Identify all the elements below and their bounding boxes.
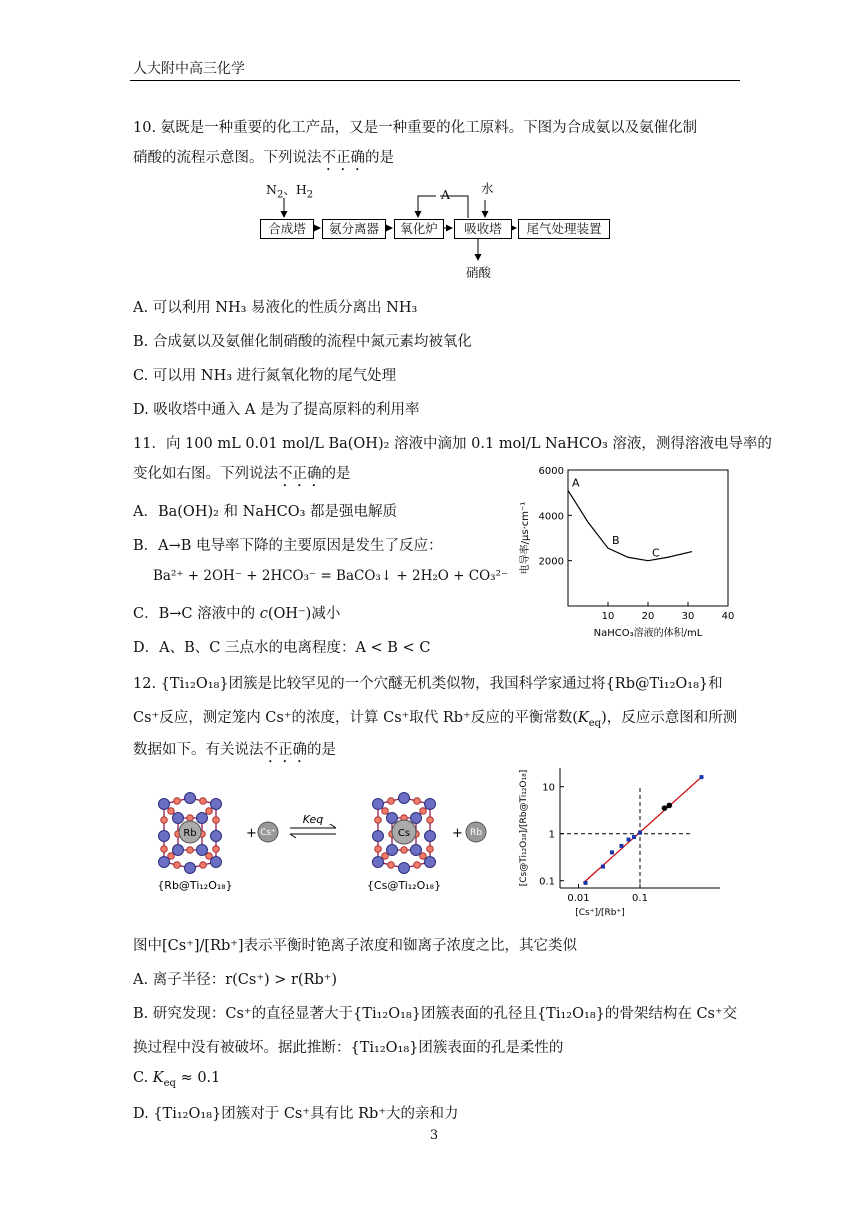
oxygen-atom <box>161 817 168 824</box>
conductivity-chart <box>498 462 738 640</box>
q11-opt-c-text: C．B→C 溶液中的 <box>133 606 260 622</box>
q12-stem-line1: 12. {Ti₁₂O₁₈}团簇是比较罕见的一个穴醚无机类似物，我国科学家通过将{Rb@Ti₁₂O₁₈}和 <box>133 676 723 692</box>
titanium-atom <box>387 845 398 856</box>
oxygen-atom <box>414 862 421 869</box>
x-tick-label: 20 <box>641 611 655 622</box>
keq-label: Keq <box>302 813 324 826</box>
q12-stem-line2 <box>133 706 737 729</box>
titanium-atom <box>197 813 208 824</box>
q10-stem-line2 <box>133 146 394 174</box>
page-number: 3 <box>429 1128 439 1143</box>
log-ratio-chart <box>508 762 730 920</box>
q12-stem-end: 的是 <box>307 742 336 758</box>
reaction-scheme <box>140 782 500 902</box>
oxygen-atom <box>174 798 181 805</box>
q10-flow-diagram <box>260 176 620 281</box>
oxygen-atom <box>388 798 395 805</box>
q12-k-sub: eq <box>588 717 602 729</box>
box-oxidation-furnace: 氧化炉 <box>394 219 444 239</box>
titanium-atom <box>211 857 222 868</box>
q11-opt-c-end: (OH⁻)减小 <box>267 606 341 622</box>
box-absorption-tower: 吸收塔 <box>454 219 512 239</box>
q11-opt-c-c: c <box>259 606 268 622</box>
reverse-arrow-head <box>290 834 296 838</box>
q12-stem-line3 <box>133 738 336 766</box>
forward-arrow-head <box>330 824 336 828</box>
q11-not-correct: 不正确 <box>278 466 322 482</box>
header-rule <box>130 80 740 81</box>
oxygen-atom <box>187 815 194 822</box>
q10-stem-end: 的是 <box>365 150 394 166</box>
data-point-square <box>584 881 588 885</box>
oxygen-atom <box>168 808 175 815</box>
y-tick-label: 10 <box>542 782 555 794</box>
oxygen-atom <box>206 808 213 815</box>
point-label-b: B <box>612 534 620 548</box>
rb-ion-label: Rb <box>470 828 482 838</box>
flow-label-water: 水 <box>481 181 494 196</box>
q10-option-b: B. 合成氨以及氨催化制硝酸的流程中氮元素均被氧化 <box>133 334 472 350</box>
q11-option-b: B．A→B 电导率下降的主要原因是发生了反应： <box>133 538 443 554</box>
titanium-atom <box>173 845 184 856</box>
point-label-c: C <box>652 546 660 560</box>
titanium-atom <box>411 845 422 856</box>
q12-option-d: D. {Ti₁₂O₁₈}团簇对于 Cs⁺具有比 Rb⁺大的亲和力 <box>133 1106 459 1122</box>
oxygen-atom <box>427 846 434 853</box>
data-point-square <box>619 844 623 848</box>
y-tick-label: 6000 <box>538 466 564 477</box>
oxygen-atom <box>213 817 220 824</box>
q11-stem-end: 的是 <box>321 466 351 482</box>
titanium-atom <box>399 793 410 804</box>
y-tick-label: 4000 <box>538 511 564 523</box>
x-tick-label: 40 <box>721 611 735 622</box>
q10-option-c: C. 可以用 NH₃ 进行氮氧化物的尾气处理 <box>133 368 397 384</box>
n2-text: N <box>266 182 277 197</box>
h2-sub: 2 <box>306 189 314 201</box>
titanium-atom <box>159 799 170 810</box>
titanium-atom <box>373 857 384 868</box>
h2-text: 、H <box>283 182 307 197</box>
oxygen-atom <box>375 846 382 853</box>
titanium-atom <box>387 813 398 824</box>
oxygen-atom <box>187 847 194 854</box>
rb-core-label: Rb <box>183 828 197 839</box>
titanium-atom <box>159 857 170 868</box>
q12-option-c <box>133 1070 220 1089</box>
titanium-atom <box>211 799 222 810</box>
conductivity-line <box>568 490 692 560</box>
box-synthesis-tower: 合成塔 <box>260 219 314 239</box>
q11-equation: Ba²⁺ + 2OH⁻ + 2HCO₃⁻ = BaCO₃↓ + 2H₂O + CO₃²⁻ <box>153 568 509 584</box>
plus-right: + <box>452 826 463 841</box>
q11-option-d: D．A、B、C 三点水的电离程度：A < B < C <box>133 640 431 656</box>
q12-opt-c-sub: eq <box>163 1077 176 1089</box>
oxygen-atom <box>427 817 434 824</box>
right-caption: {Cs@Ti₁₂O₁₈} <box>366 879 442 892</box>
y-axis-label: [Cs@Ti₁₂O₁₈]/[Rb@Ti₁₂O₁₈] <box>519 769 529 887</box>
x-axis-label: NaHCO₃溶液的体积/mL <box>593 628 703 639</box>
q11-option-a: A．Ba(OH)₂ 和 NaHCO₃ 都是强电解质 <box>133 504 398 520</box>
q12-k-symbol: K <box>577 710 589 726</box>
q11-stem-line1: 11．向 100 mL 0.01 mol/L Ba(OH)₂ 溶液中滴加 0.1 mol/L NaHCO₃ 溶液，测得溶液电导率的 <box>133 436 772 452</box>
x-axis-label: [Cs⁺]/[Rb⁺] <box>575 908 625 918</box>
data-point-square <box>610 850 614 854</box>
q12-note: 图中[Cs⁺]/[Rb⁺]表示平衡时铯离子浓度和铷离子浓度之比，其它类似 <box>133 938 578 954</box>
oxygen-atom <box>414 798 421 805</box>
plot-frame <box>568 470 728 606</box>
titanium-atom <box>211 831 222 842</box>
q12-opt-c-value: ≈ 0.1 <box>175 1070 221 1086</box>
flow-output-nitric-acid: 硝酸 <box>466 265 492 280</box>
y-tick-label: 0.1 <box>539 876 555 888</box>
oxygen-atom <box>401 847 408 854</box>
x-tick-label: 0.01 <box>567 893 590 904</box>
oxygen-atom <box>375 817 382 824</box>
page-header: 人大附中高三化学 <box>133 61 245 77</box>
flow-label-a: A <box>441 187 451 202</box>
titanium-atom <box>425 857 436 868</box>
oxygen-atom <box>174 862 181 869</box>
x-tick-label: 0.1 <box>632 893 648 904</box>
oxygen-atom <box>213 846 220 853</box>
oxygen-atom <box>382 808 389 815</box>
q11-stem-line2 <box>133 462 351 490</box>
data-point-square <box>699 775 703 779</box>
q11-stem-text: 变化如右图。下列说法 <box>133 466 278 482</box>
data-point-square <box>632 835 636 839</box>
titanium-atom <box>197 845 208 856</box>
oxygen-atom <box>161 846 168 853</box>
q10-option-a: A. 可以利用 NH₃ 易液化的性质分离出 NH₃ <box>133 300 418 316</box>
n2-sub: 2 <box>276 189 284 201</box>
box-ammonia-separator: 氨分离器 <box>322 219 386 239</box>
q10-stem-line1: 10. 氨既是一种重要的化工产品，又是一种重要的化工原料。下图为合成氨以及氨催化制 <box>133 120 698 136</box>
cs-core-label: Cs <box>397 828 411 839</box>
y-axis-label: 电导率/μs·cm⁻¹ <box>520 501 531 575</box>
q12-opt-c-k: K <box>152 1070 164 1086</box>
q11-option-c <box>133 602 340 623</box>
data-point-square <box>601 865 605 869</box>
x-tick-label: 30 <box>681 611 695 622</box>
titanium-atom <box>411 813 422 824</box>
left-caption: {Rb@Ti₁₂O₁₈} <box>157 879 233 892</box>
oxygen-atom <box>388 862 395 869</box>
titanium-atom <box>173 813 184 824</box>
data-point-circle <box>667 803 673 809</box>
cs-ion-label: Cs⁺ <box>260 828 276 838</box>
box-tail-gas: 尾气处理装置 <box>518 219 610 239</box>
titanium-atom <box>399 863 410 874</box>
plus-left: + <box>246 826 257 841</box>
titanium-atom <box>159 831 170 842</box>
q12-stem-text-3: 数据如下。有关说法 <box>133 742 264 758</box>
oxygen-atom <box>200 798 207 805</box>
titanium-atom <box>373 831 384 842</box>
q12-stem-text-2: )，反应示意图和所测 <box>601 710 738 726</box>
q12-option-b-line1: B. 研究发现：Cs⁺的直径显著大于{Ti₁₂O₁₈}团簇表面的孔径且{Ti₁₂O₁₈}的骨架结构在 Cs⁺交 <box>133 1006 738 1022</box>
y-tick-label: 1 <box>548 829 555 841</box>
x-tick-label: 10 <box>601 611 615 622</box>
y-tick-label: 2000 <box>538 556 564 568</box>
q12-stem-text: Cs⁺反应，测定笼内 Cs⁺的浓度，计算 Cs⁺取代 Rb⁺反应的平衡常数( <box>133 710 578 726</box>
oxygen-atom <box>200 862 207 869</box>
point-label-a: A <box>572 476 580 490</box>
data-point-square <box>638 831 642 835</box>
q12-option-a: A. 离子半径：r(Cs⁺) > r(Rb⁺) <box>133 972 338 988</box>
titanium-atom <box>425 799 436 810</box>
titanium-atom <box>373 799 384 810</box>
q10-not-correct: 不正确 <box>321 150 365 166</box>
titanium-atom <box>185 793 196 804</box>
q12-opt-c-prefix: C. <box>133 1070 153 1086</box>
q10-stem-text: 硝酸的流程示意图。下列说法 <box>133 150 322 166</box>
q12-not-correct: 不正确 <box>263 742 307 758</box>
data-point-square <box>626 838 630 842</box>
titanium-atom <box>185 863 196 874</box>
q12-option-b-line2: 换过程中没有被破坏。据此推断：{Ti₁₂O₁₈}团簇表面的孔是柔性的 <box>133 1040 564 1056</box>
oxygen-atom <box>420 808 427 815</box>
data-point-circle <box>662 805 668 811</box>
q10-option-d: D. 吸收塔中通入 A 是为了提高原料的利用率 <box>133 402 420 418</box>
titanium-atom <box>425 831 436 842</box>
